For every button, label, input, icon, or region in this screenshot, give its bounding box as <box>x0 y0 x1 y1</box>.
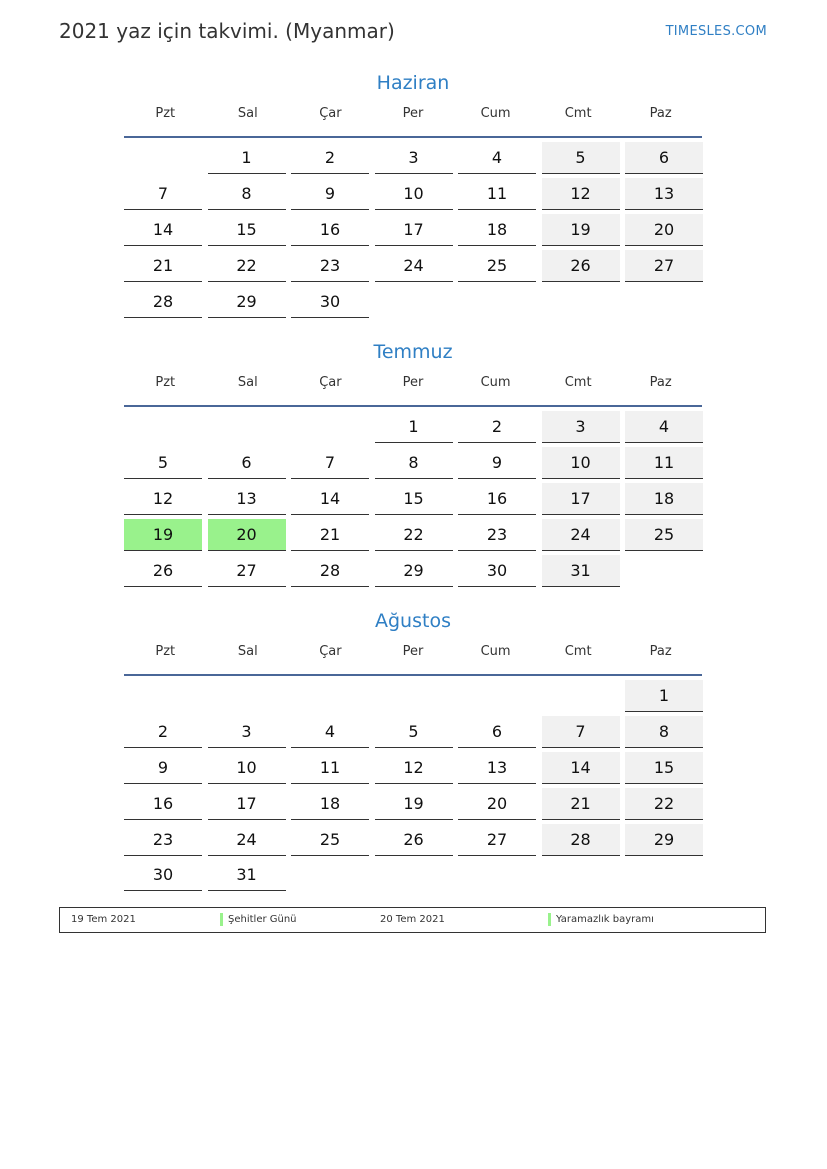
day-cell: 30 <box>458 555 536 587</box>
day-cell: 23 <box>458 519 536 551</box>
day-cell: 8 <box>208 178 286 210</box>
day-cell: 17 <box>375 214 453 246</box>
weekday-label: Cum <box>480 106 511 121</box>
day-cell: 15 <box>625 752 703 784</box>
day-cell: 20 <box>458 788 536 820</box>
day-cell: 7 <box>542 716 620 748</box>
holiday-day-cell: 20 <box>208 519 286 551</box>
day-cell: 17 <box>208 788 286 820</box>
weekday-label: Pzt <box>155 375 176 390</box>
weekday-label: Cmt <box>564 106 592 121</box>
brand-link[interactable]: TIMESLES.COM <box>665 24 767 39</box>
day-cell: 8 <box>625 716 703 748</box>
empty-cell <box>291 680 369 712</box>
weekday-label: Per <box>402 106 424 121</box>
day-cell: 20 <box>625 214 703 246</box>
weekday-header <box>124 365 702 407</box>
holiday-legend <box>59 907 766 933</box>
empty-cell <box>542 680 620 712</box>
weekday-label: Pzt <box>155 106 176 121</box>
day-cell: 26 <box>375 824 453 856</box>
day-cell: 2 <box>124 716 202 748</box>
weekday-label: Paz <box>649 644 672 659</box>
day-cell: 6 <box>208 447 286 479</box>
empty-cell <box>208 680 286 712</box>
weekday-label: Çar <box>319 106 342 121</box>
legend-date: 19 Tem 2021 <box>71 914 136 925</box>
legend-date: 20 Tem 2021 <box>380 914 445 925</box>
day-cell: 21 <box>291 519 369 551</box>
day-cell: 17 <box>542 483 620 515</box>
weekday-label: Cum <box>480 375 511 390</box>
weekday-header <box>124 96 702 138</box>
day-cell: 9 <box>291 178 369 210</box>
month-title: Temmuz <box>373 341 453 363</box>
day-cell: 21 <box>542 788 620 820</box>
day-cell: 5 <box>542 142 620 174</box>
day-cell: 16 <box>291 214 369 246</box>
legend-holiday-name: Yaramazlık bayramı <box>556 914 654 925</box>
day-cell: 3 <box>375 142 453 174</box>
day-cell: 28 <box>291 555 369 587</box>
month-june <box>121 70 705 321</box>
day-cell: 29 <box>375 555 453 587</box>
day-cell: 15 <box>208 214 286 246</box>
day-cell: 15 <box>375 483 453 515</box>
day-cell: 14 <box>124 214 202 246</box>
day-cell: 30 <box>124 859 202 891</box>
day-cell: 2 <box>291 142 369 174</box>
legend-marker <box>548 913 551 926</box>
weekday-label: Per <box>402 375 424 390</box>
day-cell: 7 <box>291 447 369 479</box>
legend-marker <box>220 913 223 926</box>
day-cell: 24 <box>375 250 453 282</box>
weekday-label: Cmt <box>564 644 592 659</box>
empty-cell <box>124 411 202 443</box>
day-cell: 25 <box>625 519 703 551</box>
day-cell: 13 <box>625 178 703 210</box>
day-cell: 13 <box>458 752 536 784</box>
day-cell: 21 <box>124 250 202 282</box>
day-cell: 28 <box>542 824 620 856</box>
day-cell: 12 <box>375 752 453 784</box>
weekday-label: Sal <box>237 106 258 121</box>
day-cell: 24 <box>208 824 286 856</box>
weekday-label: Pzt <box>155 644 176 659</box>
day-cell: 31 <box>208 859 286 891</box>
day-cell: 27 <box>208 555 286 587</box>
day-cell: 16 <box>458 483 536 515</box>
day-cell: 2 <box>458 411 536 443</box>
empty-cell <box>124 680 202 712</box>
day-cell: 19 <box>375 788 453 820</box>
day-cell: 1 <box>375 411 453 443</box>
day-cell: 9 <box>458 447 536 479</box>
day-cell: 10 <box>208 752 286 784</box>
day-cell: 12 <box>124 483 202 515</box>
day-cell: 27 <box>458 824 536 856</box>
weekday-header <box>124 634 702 676</box>
month-july <box>121 339 705 590</box>
day-cell: 26 <box>124 555 202 587</box>
weekday-label: Cum <box>480 644 511 659</box>
day-cell: 5 <box>124 447 202 479</box>
day-cell: 14 <box>542 752 620 784</box>
day-cell: 4 <box>291 716 369 748</box>
day-cell: 4 <box>458 142 536 174</box>
empty-cell <box>291 411 369 443</box>
weekday-label: Per <box>402 644 424 659</box>
day-grid <box>121 138 705 321</box>
month-title: Ağustos <box>375 610 451 632</box>
weekday-label: Çar <box>319 644 342 659</box>
day-cell: 12 <box>542 178 620 210</box>
day-cell: 7 <box>124 178 202 210</box>
day-cell: 30 <box>291 286 369 318</box>
day-cell: 11 <box>291 752 369 784</box>
weekday-label: Cmt <box>564 375 592 390</box>
day-cell: 25 <box>291 824 369 856</box>
day-cell: 4 <box>625 411 703 443</box>
day-cell: 18 <box>625 483 703 515</box>
day-cell: 18 <box>458 214 536 246</box>
day-cell: 11 <box>458 178 536 210</box>
day-cell: 13 <box>208 483 286 515</box>
day-cell: 3 <box>542 411 620 443</box>
day-cell: 9 <box>124 752 202 784</box>
day-cell: 5 <box>375 716 453 748</box>
day-cell: 10 <box>542 447 620 479</box>
day-cell: 1 <box>208 142 286 174</box>
month-august <box>121 608 705 895</box>
day-cell: 31 <box>542 555 620 587</box>
day-cell: 1 <box>625 680 703 712</box>
holiday-day-cell: 19 <box>124 519 202 551</box>
day-cell: 6 <box>625 142 703 174</box>
day-grid <box>121 407 705 590</box>
day-cell: 3 <box>208 716 286 748</box>
weekday-label: Çar <box>319 375 342 390</box>
month-title: Haziran <box>376 72 450 94</box>
legend-holiday-name: Şehitler Günü <box>228 914 297 925</box>
day-cell: 19 <box>542 214 620 246</box>
day-cell: 18 <box>291 788 369 820</box>
day-cell: 22 <box>208 250 286 282</box>
day-cell: 6 <box>458 716 536 748</box>
weekday-label: Sal <box>237 644 258 659</box>
empty-cell <box>375 680 453 712</box>
day-cell: 25 <box>458 250 536 282</box>
day-cell: 29 <box>625 824 703 856</box>
day-cell: 22 <box>625 788 703 820</box>
day-cell: 24 <box>542 519 620 551</box>
day-cell: 27 <box>625 250 703 282</box>
day-cell: 10 <box>375 178 453 210</box>
day-cell: 22 <box>375 519 453 551</box>
weekday-label: Sal <box>237 375 258 390</box>
day-grid <box>121 676 705 895</box>
day-cell: 8 <box>375 447 453 479</box>
page-title: 2021 yaz için takvimi. (Myanmar) <box>59 19 395 43</box>
day-cell: 23 <box>124 824 202 856</box>
weekday-label: Paz <box>649 375 672 390</box>
empty-cell <box>208 411 286 443</box>
day-cell: 29 <box>208 286 286 318</box>
empty-cell <box>124 142 202 174</box>
day-cell: 14 <box>291 483 369 515</box>
day-cell: 23 <box>291 250 369 282</box>
day-cell: 28 <box>124 286 202 318</box>
day-cell: 11 <box>625 447 703 479</box>
empty-cell <box>458 680 536 712</box>
day-cell: 26 <box>542 250 620 282</box>
weekday-label: Paz <box>649 106 672 121</box>
day-cell: 16 <box>124 788 202 820</box>
